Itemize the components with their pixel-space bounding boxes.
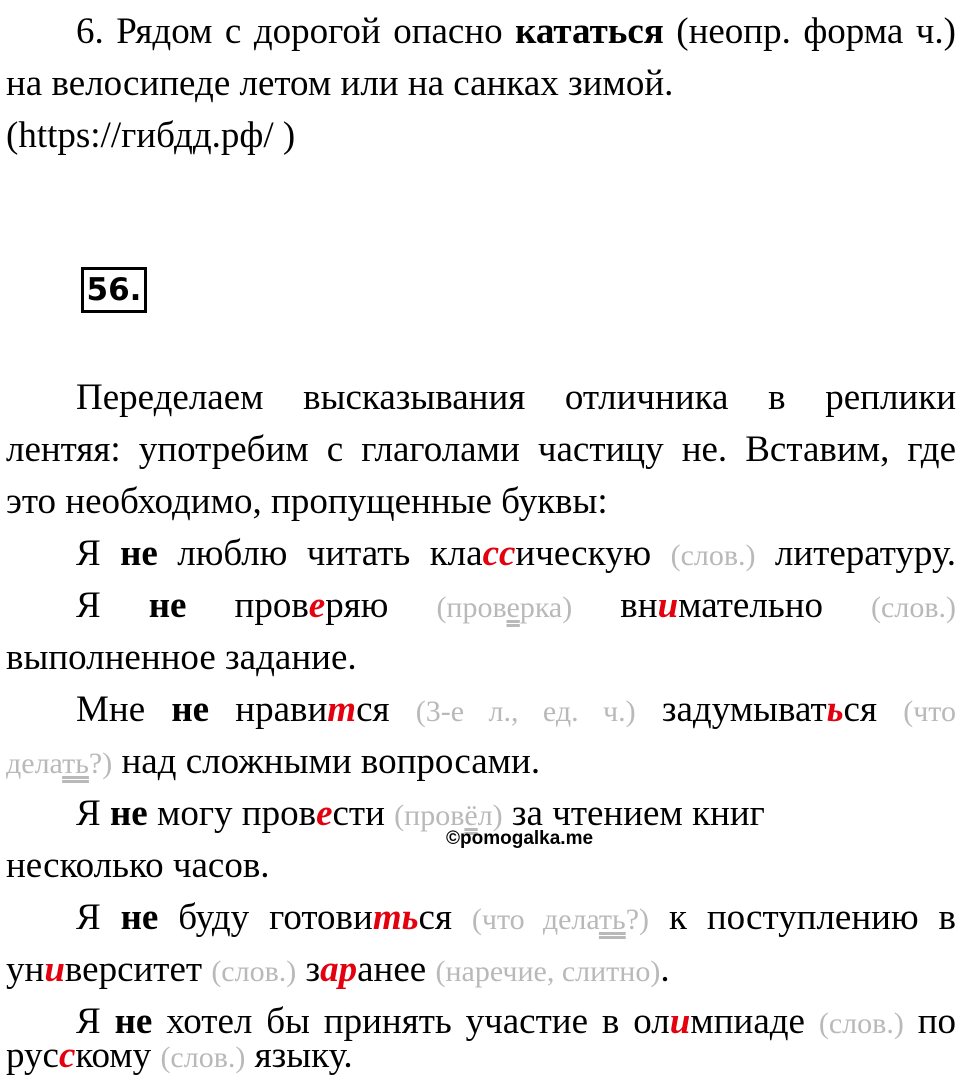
text: ся <box>843 689 904 730</box>
hint: (наречие, слитно) <box>435 955 661 988</box>
hint-part: (что дела <box>471 903 599 936</box>
particle-ne: не <box>148 585 187 626</box>
particle-ne: не <box>171 689 210 730</box>
sentence-5-line1 <box>6 892 956 946</box>
text: . <box>660 949 670 990</box>
hint-part: (пров <box>394 799 465 832</box>
text: з <box>296 949 321 990</box>
text: могу пров <box>147 793 317 834</box>
inserted-letter: е <box>316 793 333 834</box>
item6-line2: на велосипеде летом или на санках зимой. <box>6 63 674 104</box>
text: над сложными вопросами. <box>112 741 541 782</box>
text: пров <box>186 585 309 626</box>
intro-line3: это необходимо, пропущенные буквы: <box>6 481 608 522</box>
hint-part: ?) <box>625 903 650 936</box>
text: Я <box>76 1001 115 1042</box>
inserted-letter: и <box>44 949 65 990</box>
text: ическую <box>515 533 671 574</box>
text: Я <box>76 533 121 574</box>
text: литературу. <box>755 533 956 574</box>
bold-word: кататься <box>515 11 664 52</box>
inserted-letter: и <box>669 1001 691 1042</box>
hint-underlined: ё <box>464 799 478 832</box>
text: буду готови <box>158 897 373 938</box>
hint-part: ?) <box>88 747 113 780</box>
text: ряю <box>325 585 437 626</box>
hint: (слов.) <box>818 1007 904 1040</box>
text: ся <box>418 897 472 938</box>
text: Мне <box>76 689 172 730</box>
inserted-letter: т <box>327 689 357 730</box>
text: задумыват <box>635 689 827 730</box>
text: кому <box>75 1035 161 1076</box>
hint: (слов.) <box>670 539 756 572</box>
text: мательно <box>678 585 872 626</box>
inserted-letter: ар <box>320 949 358 990</box>
text: рус <box>6 1035 59 1076</box>
hint: (слов.) <box>160 1041 246 1074</box>
inserted-letter: ть <box>372 897 419 938</box>
particle-ne: не <box>109 793 148 834</box>
hint <box>6 747 112 780</box>
item6-line1 <box>6 6 956 58</box>
inserted-letter: сс <box>482 533 516 574</box>
hint-part: дела <box>6 747 63 780</box>
text: за чтением книг <box>502 793 765 834</box>
text: нрави <box>209 689 328 730</box>
sentence-5-line2 <box>6 944 956 998</box>
text: люблю читать кла <box>157 533 483 574</box>
hint <box>472 903 649 936</box>
sentence-3-line2 <box>6 736 956 790</box>
text: по <box>903 1001 956 1042</box>
hint: (слов.) <box>871 591 956 624</box>
hint-underlined: ть <box>598 903 626 936</box>
sentence-2-line2: выполненное задание. <box>6 637 357 678</box>
text: к поступлению в <box>649 897 956 938</box>
inserted-letter: ь <box>826 689 844 730</box>
particle-ne: не <box>120 533 158 574</box>
inserted-letter: с <box>58 1035 76 1076</box>
text: Я <box>76 793 110 834</box>
sentence-6-line2 <box>6 1030 956 1084</box>
text: верситет <box>64 949 212 990</box>
inserted-letter: и <box>657 585 679 626</box>
hint-underlined: е <box>506 591 520 624</box>
text: (неопр. форма ч.) <box>663 11 956 52</box>
watermark-text: ©pomogalka.me <box>446 828 594 849</box>
text: ун <box>6 949 45 990</box>
particle-ne: не <box>120 897 159 938</box>
intro-line1: Переделаем высказывания отличника в реплики <box>76 377 956 418</box>
text: ся <box>356 689 416 730</box>
text: мпиаде <box>690 1001 819 1042</box>
text: вн <box>572 585 658 626</box>
sentence-2-line1 <box>6 580 956 634</box>
hint-part: л) <box>477 799 503 832</box>
hint-underlined: ть <box>62 747 89 780</box>
inserted-letter: е <box>308 585 326 626</box>
sentence-3-line1 <box>6 684 956 738</box>
text: Я <box>76 897 121 938</box>
hint-part: рка) <box>519 591 573 624</box>
sentence-4-line2: несколько часов. <box>6 845 270 886</box>
text: хотел бы принять участие в ол <box>152 1001 670 1042</box>
hint: (3-е л., ед. ч.) <box>415 695 636 728</box>
exercise-number: 56. <box>81 267 147 313</box>
text: анее <box>357 949 436 990</box>
hint <box>436 591 572 624</box>
text: сти <box>332 793 395 834</box>
hint: (что <box>903 695 956 728</box>
text: 6. Рядом с дорогой опасно <box>76 11 516 52</box>
item6-line3: (https://гибдд.рф/ ) <box>6 115 296 156</box>
hint: (слов.) <box>211 955 297 988</box>
text: Я <box>76 585 149 626</box>
intro-line2: лентяя: употребим с глаголами частицу не. Вставим, где <box>6 429 956 470</box>
text: языку. <box>245 1035 353 1076</box>
sentence-1 <box>6 528 956 582</box>
hint-part: (пров <box>436 591 507 624</box>
particle-ne: не <box>114 1001 153 1042</box>
